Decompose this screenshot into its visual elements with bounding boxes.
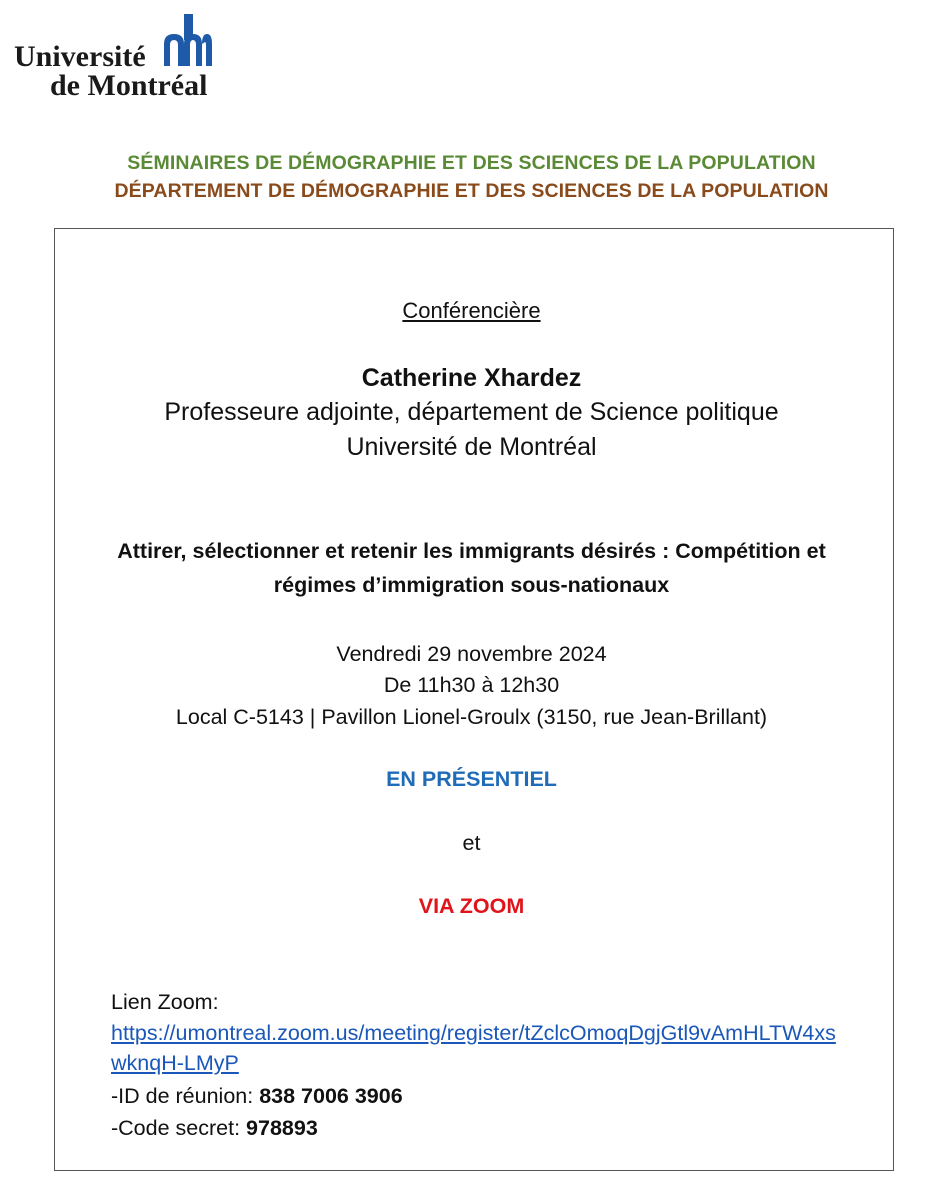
speaker-role-label: Conférencière: [402, 298, 541, 323]
mode-conjunction: et: [462, 831, 481, 855]
zoom-meeting-id-row: [111, 1084, 403, 1109]
event-time: De 11h30 à 12h30: [383, 673, 560, 697]
event-date: Vendredi 29 novembre 2024: [336, 642, 607, 666]
seminar-series-title: SÉMINAIRES DE DÉMOGRAPHIE ET DES SCIENCES DE LA POPULATION: [127, 152, 816, 174]
in-person-mode-label: EN PRÉSENTIEL: [386, 767, 557, 791]
zoom-link-label: Lien Zoom:: [111, 990, 219, 1014]
talk-title-line-1: Attirer, sélectionner et retenir les immigrants désirés : Compétition et: [117, 539, 826, 563]
meeting-id-label: -ID de réunion:: [111, 1084, 260, 1108]
event-location: Local C-5143 | Pavillon Lionel-Groulx (3150, rue Jean-Brillant): [175, 705, 768, 729]
zoom-registration-link[interactable]: https://umontreal.zoom.us/meeting/register/tZclcOmoqDgjGtl9vAmHLTW4xs: [111, 1021, 836, 1045]
logo-line-universite: Université: [14, 40, 146, 73]
speaker-title: Professeure adjointe, département de Science politique: [164, 398, 779, 426]
zoom-passcode-row: [111, 1116, 318, 1141]
passcode-value: 978893: [246, 1116, 318, 1140]
passcode-label: -Code secret:: [111, 1116, 247, 1140]
universite-de-montreal-logo: [14, 14, 224, 102]
speaker-name: Catherine Xhardez: [361, 364, 582, 392]
meeting-id-value: 838 7006 3906: [259, 1084, 403, 1108]
speaker-institution: Université de Montréal: [346, 433, 597, 461]
zoom-link-line-1: [111, 1021, 836, 1046]
zoom-registration-link-continued[interactable]: wknqH-LMyP: [111, 1051, 239, 1075]
zoom-link-line-2: [111, 1051, 239, 1076]
talk-title-line-2: régimes d’immigration sous-nationaux: [273, 573, 670, 597]
logo-line-de-montreal: de Montréal: [50, 69, 208, 102]
department-title: DÉPARTEMENT DE DÉMOGRAPHIE ET DES SCIENCES DE LA POPULATION: [114, 180, 829, 202]
udem-logo-mark-icon: [162, 14, 214, 66]
online-mode-label: VIA ZOOM: [418, 894, 525, 918]
